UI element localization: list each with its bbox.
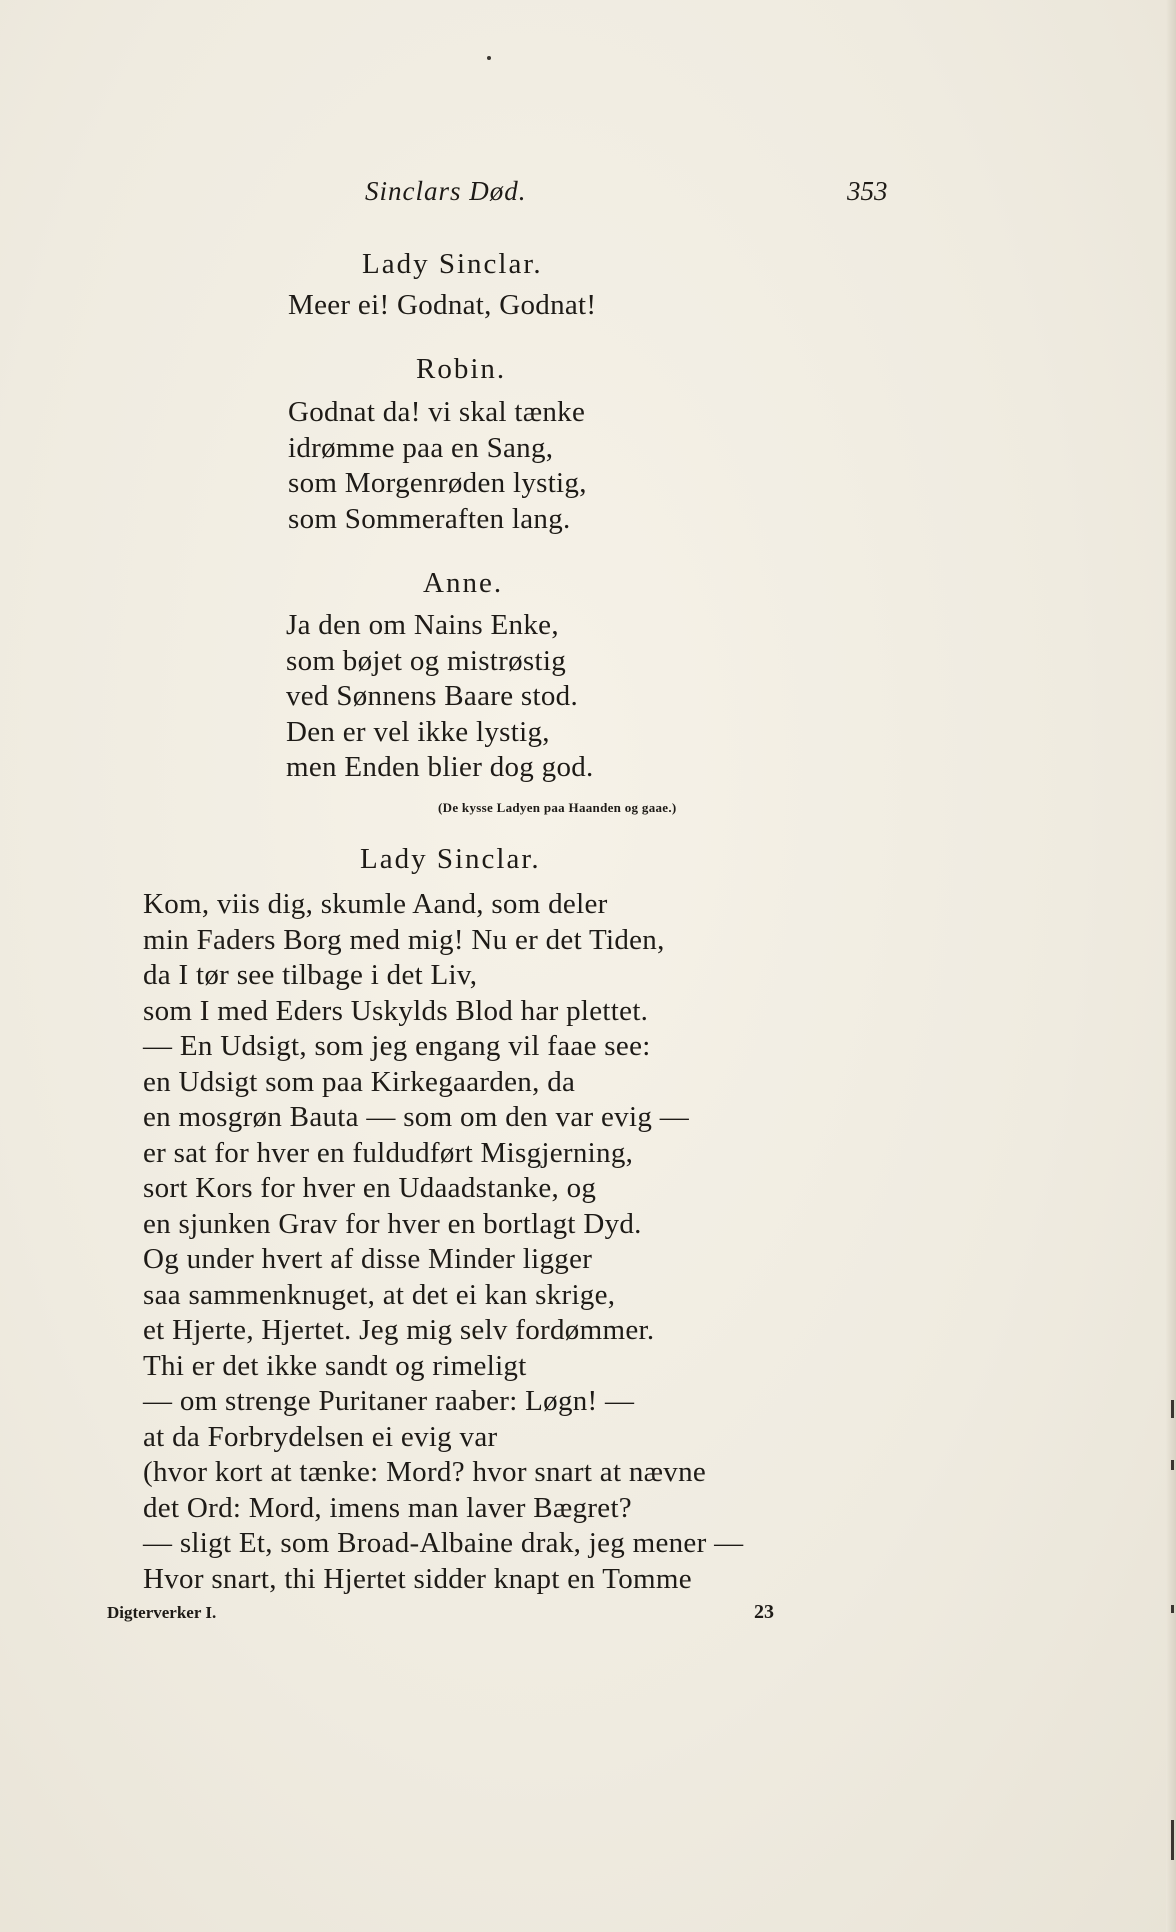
verse-line: — om strenge Puritaner raaber: Løgn! — [143, 1385, 635, 1417]
verse-line: en sjunken Grav for hver en bortlagt Dyd. [143, 1207, 642, 1240]
verse-block [288, 395, 587, 537]
page-number: 353 [847, 176, 888, 206]
verse-line: som bøjet og mistrøstig [286, 644, 566, 677]
verse-line: ved Sønnens Baare stod. [286, 680, 579, 712]
verse-line: Meer ei! Godnat, Godnat! [288, 289, 597, 321]
edge-mark [1171, 1400, 1174, 1418]
verse-line: som Morgenrøden lystig, [288, 467, 587, 499]
verse-line: — En Udsigt, som jeg engang vil faae see: [143, 1030, 651, 1062]
verse-line: en Udsigt som paa Kirkegaarden, da [143, 1065, 576, 1098]
verse-line: det Ord: Mord, imens man laver Bægret? [143, 1491, 632, 1524]
verse-line: Hvor snart, thi Hjertet sidder knapt en Tomme [143, 1562, 692, 1595]
verse-line: Den er vel ikke lystig, [286, 715, 550, 748]
sheet-number: 23 [754, 1601, 774, 1623]
speaker-name: Lady Sinclar. [360, 843, 541, 875]
stage-direction: (De kysse Ladyen paa Haanden og gaae.) [438, 800, 677, 815]
edge-mark [1171, 1820, 1174, 1860]
verse-block [286, 608, 594, 786]
verse-line: sort Kors for hver en Udaadstanke, og [143, 1172, 597, 1204]
speaker-name: Robin. [416, 353, 507, 385]
verse-line: Thi er det ikke sandt og rimeligt [143, 1349, 527, 1382]
footer-signature: Digterverker I. [107, 1603, 217, 1622]
verse-line: Godnat da! vi skal tænke [288, 396, 586, 428]
verse-line: at da Forbrydelsen ei evig var [143, 1420, 498, 1453]
running-title: Sinclars Død. [365, 176, 527, 206]
verse-line: men Enden blier dog god. [286, 751, 594, 783]
verse-line: (hvor kort at tænke: Mord? hvor snart at nævne [143, 1456, 707, 1488]
verse-line: Ja den om Nains Enke, [286, 609, 559, 641]
verse-line: som I med Eders Uskylds Blod har plettet. [143, 994, 649, 1027]
verse-line: en mosgrøn Bauta — som om den var evig — [143, 1101, 689, 1133]
ink-speck [487, 56, 491, 60]
verse-block [143, 887, 743, 1597]
page-edge [1166, 0, 1176, 1932]
verse-line: Og under hvert af disse Minder ligger [143, 1243, 593, 1275]
speaker-name: Lady Sinclar. [362, 248, 543, 280]
edge-mark [1171, 1605, 1174, 1613]
verse-line: Kom, viis dig, skumle Aand, som deler [143, 888, 608, 920]
verse-line: et Hjerte, Hjertet. Jeg mig selv fordømmer. [143, 1314, 655, 1346]
verse-line: min Faders Borg med mig! Nu er det Tiden, [143, 923, 665, 956]
verse-line: da I tør see tilbage i det Liv, [143, 959, 478, 991]
verse-line: — sligt Et, som Broad-Albaine drak, jeg mener — [143, 1527, 744, 1559]
speaker-name: Anne. [423, 567, 504, 599]
verse-line: er sat for hver en fuldudført Misgjerning, [143, 1136, 634, 1169]
verse-block [288, 288, 596, 324]
verse-line: saa sammenknuget, at det ei kan skrige, [143, 1278, 616, 1311]
verse-line: idrømme paa en Sang, [288, 431, 554, 464]
verse-line: som Sommeraften lang. [288, 502, 571, 535]
edge-mark [1171, 1460, 1174, 1470]
